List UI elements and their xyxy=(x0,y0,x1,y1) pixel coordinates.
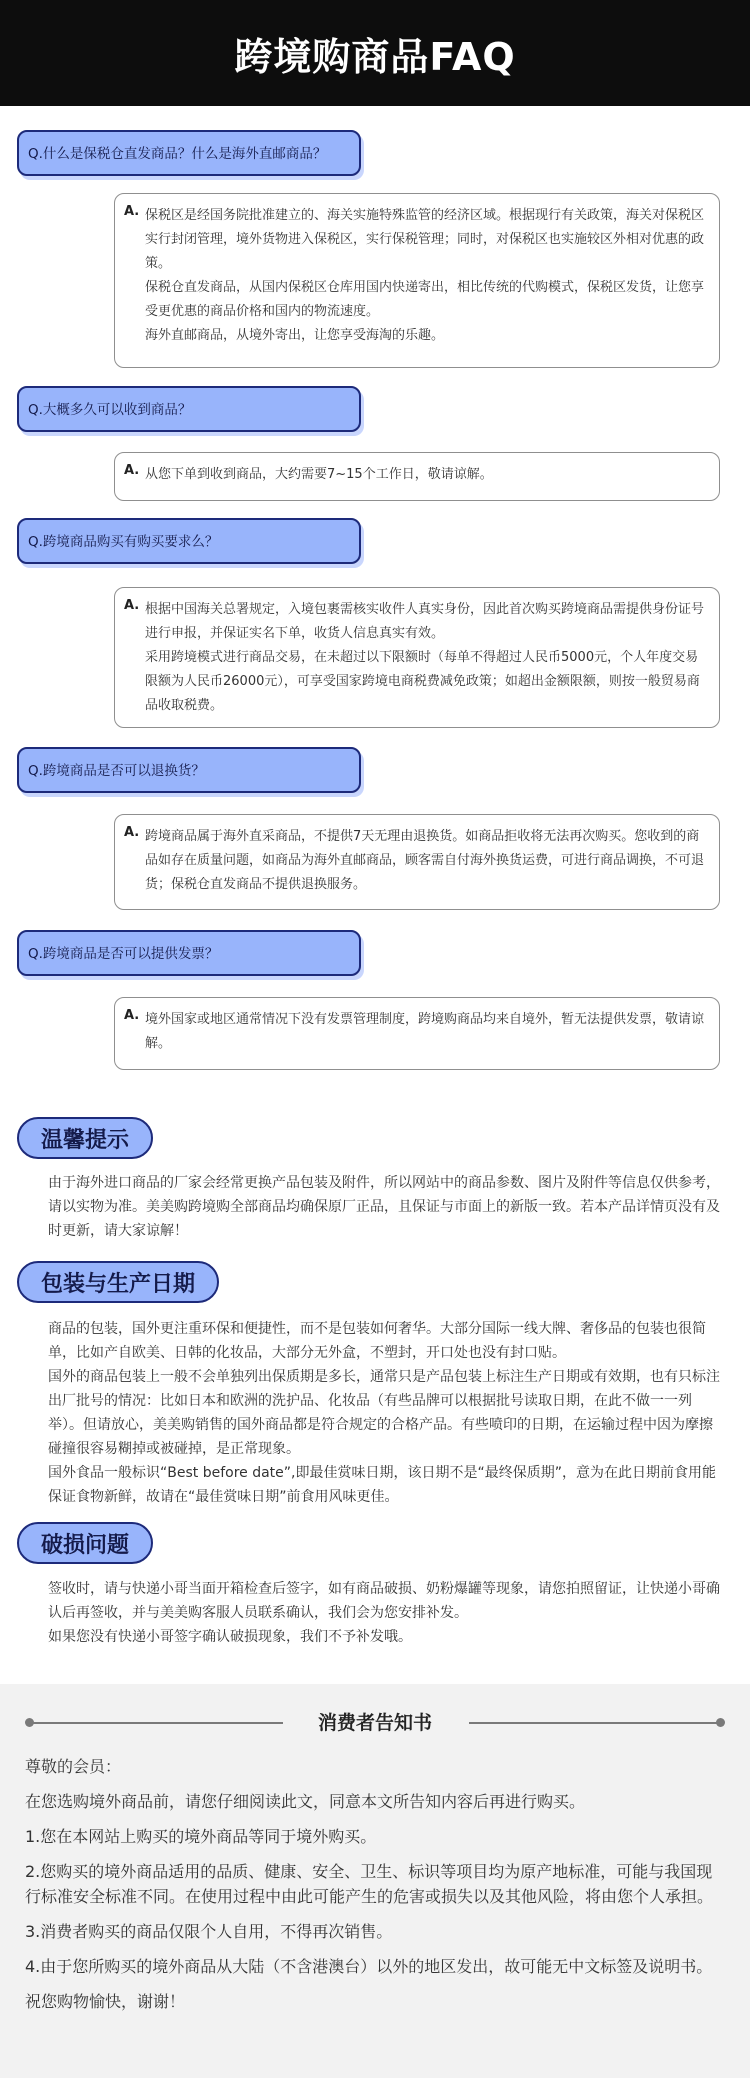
faq-answer-3 xyxy=(114,587,720,728)
answer-mark: A. xyxy=(124,463,140,478)
answer-paragraph: 海外直邮商品，从境外寄出，让您享受海淘的乐趣。 xyxy=(145,328,445,343)
section-body-damage xyxy=(48,1577,723,1649)
page-header xyxy=(0,0,750,106)
question-text: Q.跨境商品是否可以提供发票？ xyxy=(28,946,219,962)
answer-paragraph: 跨境商品属于海外直采商品，不提供7天无理由退换货。如商品拒收将无法再次购买。您收到的商品如存在质量问题，如商品为海外直邮商品，顾客需自付海外换货运费，可进行商品调换，不可退货；保税仓直发商品不提供退换服务。 xyxy=(145,829,705,892)
question-text: Q.跨境商品购买有购买要求么？ xyxy=(28,534,219,550)
section-title-text: 破损问题 xyxy=(41,1532,130,1558)
faq-question-3 xyxy=(17,518,361,564)
notice-line: 4.由于您所购买的境外商品从大陆（不含港澳台）以外的地区发出，故可能无中文标签及说明书。 xyxy=(25,1957,713,1976)
answer-paragraph: 根据中国海关总署规定，入境包裹需核实收件人真实身份，因此首次购买跨境商品需提供身份证号进行申报，并保证实名下单，收货人信息真实有效。 xyxy=(145,602,705,641)
section-paragraph: 由于海外进口商品的厂家会经常更换产品包装及附件，所以网站中的商品参数、图片及附件等信息仅供参考，请以实物为准。美美购跨境购全部商品均确保原厂正品，且保证与市面上的新版一致。若本产品详情页没有及时更新，请大家谅解！ xyxy=(48,1175,720,1239)
section-paragraph: 国外食品一般标识“Best before date”,即最佳赏味日期，该日期不是“最终保质期”，意为在此日期前食用能保证食物新鲜，故请在“最佳赏味日期”前食用风味更佳。 xyxy=(48,1465,716,1505)
question-text: Q.什么是保税仓直发商品？什么是海外直邮商品？ xyxy=(28,146,327,162)
answer-paragraph: 保税仓直发商品，从国内保税区仓库用国内快递寄出，相比传统的代购模式，保税区发货，让您享受更优惠的商品价格和国内的物流速度。 xyxy=(145,280,705,319)
faq-answer-2 xyxy=(114,452,720,501)
notice-line: 2.您购买的境外商品适用的品质、健康、安全、卫生、标识等项目均为原产地标准，可能与我国现行标准安全标准不同。在使用过程中由此可能产生的危害或损失以及其他风险，将由您个人承担。 xyxy=(25,1862,714,1906)
question-text: Q.跨境商品是否可以退换货？ xyxy=(28,763,205,779)
notice-header xyxy=(25,1704,725,1740)
section-body-packaging xyxy=(48,1317,723,1509)
answer-mark: A. xyxy=(124,825,140,840)
notice-line: 3.消费者购买的商品仅限个人自用，不得再次销售。 xyxy=(25,1922,393,1941)
answer-mark: A. xyxy=(124,1008,140,1023)
section-paragraph: 签收时，请与快递小哥当面开箱检查后签字，如有商品破损、奶粉爆罐等现象，请您拍照留证，让快递小哥确认后再签收，并与美美购客服人员联系确认，我们会为您安排补发。 xyxy=(48,1581,720,1621)
faq-answer-1 xyxy=(114,193,720,368)
section-paragraph: 如果您没有快递小哥签字确认破损现象，我们不予补发哦。 xyxy=(48,1629,412,1645)
faq-answer-5 xyxy=(114,997,720,1070)
notice-title: 消费者告知书 xyxy=(317,1712,432,1734)
faq-question-4 xyxy=(17,747,361,793)
section-title-tips xyxy=(17,1117,153,1159)
answer-mark: A. xyxy=(124,598,140,613)
section-title-packaging xyxy=(17,1261,219,1303)
section-title-damage xyxy=(17,1522,153,1564)
faq-question-1 xyxy=(17,130,361,176)
answer-paragraph: 采用跨境模式进行商品交易，在未超过以下限额时（每单不得超过人民币5000元，个人年度交易限额为人民币26000元），可享受国家跨境电商税费减免政策；如超出金额限额，则按一般贸易商品收取税费。 xyxy=(145,650,700,713)
consumer-notice xyxy=(0,1684,750,2078)
faq-question-2 xyxy=(17,386,361,432)
answer-paragraph: 保税区是经国务院批准建立的、海关实施特殊监管的经济区域。根据现行有关政策，海关对保税区实行封闭管理，境外货物进入保税区，实行保税管理；同时，对保税区也实施较区外相对优惠的政策。 xyxy=(145,208,705,271)
section-body-tips xyxy=(48,1171,723,1243)
section-title-text: 包装与生产日期 xyxy=(41,1271,196,1297)
answer-paragraph: 境外国家或地区通常情况下没有发票管理制度，跨境购商品均来自境外，暂无法提供发票，敬请谅解。 xyxy=(145,1012,705,1051)
section-title-text: 温馨提示 xyxy=(41,1127,130,1153)
answer-paragraph: 从您下单到收到商品，大约需要7~15个工作日，敬请谅解。 xyxy=(145,467,493,482)
notice-line: 尊敬的会员： xyxy=(25,1757,122,1776)
page-title: 跨境购商品FAQ xyxy=(234,34,516,79)
faq-question-5 xyxy=(17,930,361,976)
question-text: Q.大概多久可以收到商品？ xyxy=(28,402,192,418)
section-paragraph: 商品的包装，国外更注重环保和便捷性，而不是包装如何奢华。大部分国际一线大牌、奢侈品的包装也很简单，比如产自欧美、日韩的化妆品，大部分无外盒，不塑封，开口处也没有封口贴。 xyxy=(48,1321,706,1361)
faq-answer-4 xyxy=(114,814,720,910)
notice-line: 在您选购境外商品前，请您仔细阅读此文，同意本文所告知内容后再进行购买。 xyxy=(25,1792,586,1811)
notice-line: 1.您在本网站上购买的境外商品等同于境外购买。 xyxy=(25,1827,377,1846)
notice-body xyxy=(25,1754,725,2024)
answer-mark: A. xyxy=(124,204,140,219)
notice-line: 祝您购物愉快，谢谢！ xyxy=(25,1992,186,2011)
section-paragraph: 国外的商品包装上一般不会单独列出保质期是多长，通常只是产品包装上标注生产日期或有效期，也有只标注出厂批号的情况：比如日本和欧洲的洗护品、化妆品（有些品牌可以根据批号读取日期，在此不做一一列举）。但请放心，美美购销售的国外商品都是符合规定的合格产品。有些喷印的日期，在运输过程中因为摩擦碰撞很容易糊掉或被碰掉，是正常现象。 xyxy=(48,1369,720,1457)
